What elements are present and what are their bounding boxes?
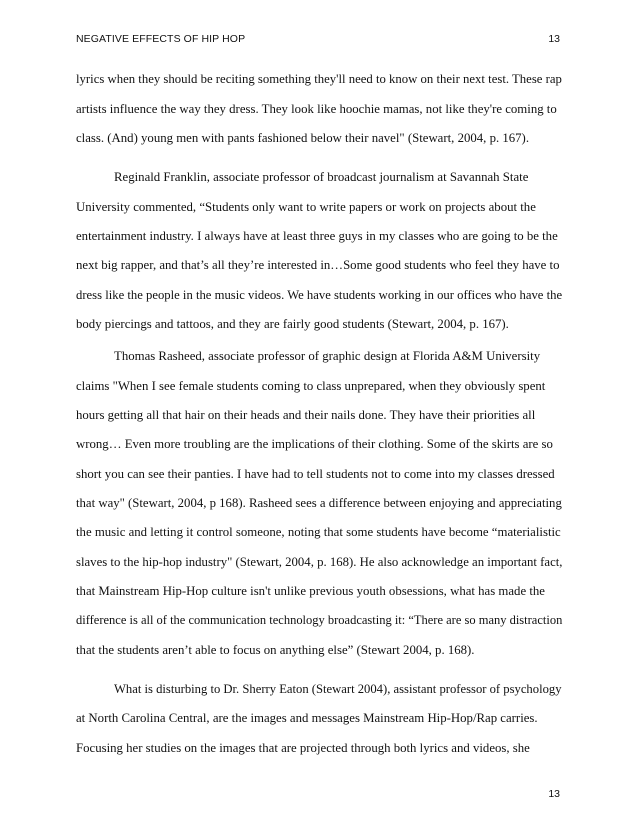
text-line: body piercings and tattoos, and they are fairly good students (Stewart, 2004, p. 167). bbox=[76, 317, 509, 331]
text-line: class. (And) young men with pants fashioned below their navel" (Stewart, 2004, p. 167). bbox=[76, 131, 530, 145]
text-line: lyrics when they should be reciting something they'll need to know on their next test. These rap bbox=[76, 72, 562, 86]
footer-page-number: 13 bbox=[548, 788, 560, 800]
text-line: hours getting all that hair on their heads and their nails done. They have their priorities all bbox=[76, 408, 536, 422]
text-line: dress like the people in the music videos. We have students working in our offices who have the bbox=[76, 288, 563, 302]
paragraph-first-line: Thomas Rasheed, associate professor of graphic design at Florida A&M University bbox=[114, 349, 541, 363]
text-line: Focusing her studies on the images that are projected through both lyrics and videos, she bbox=[76, 741, 530, 755]
text-line: short you can see their panties. I have had to tell students not to come into my classes dressed bbox=[76, 467, 555, 481]
paragraph-first-line: What is disturbing to Dr. Sherry Eaton (Stewart 2004), assistant professor of psychology bbox=[114, 682, 562, 696]
text-line: the music and letting it control someone, noting that some students have become “materialistic bbox=[76, 525, 561, 539]
text-line: next big rapper, and that’s all they’re interested in…Some good students who feel they have to bbox=[76, 258, 560, 272]
text-line: slaves to the hip-hop industry" (Stewart, 2004, p. 168). He also acknowledge an important fact, bbox=[76, 555, 563, 569]
text-line: that way" (Stewart, 2004, p 168). Rasheed sees a difference between enjoying and appreciating bbox=[76, 496, 562, 510]
text-line: University commented, “Students only want to write papers or work on projects about the bbox=[76, 200, 536, 214]
text-line: difference is all of the communication technology broadcasting it: “There are so many distraction bbox=[76, 613, 563, 627]
text-line: that Mainstream Hip-Hop culture isn't unlike previous youth obsessions, what has made the bbox=[76, 584, 545, 598]
text-line: artists influence the way they dress. They look like hoochie mamas, not like they're coming to bbox=[76, 102, 557, 116]
text-line: that the students aren’t able to focus on anything else” (Stewart 2004, p. 168). bbox=[76, 643, 475, 657]
text-line: entertainment industry. I always have at least three guys in my classes who are going to be the bbox=[76, 229, 558, 243]
running-head: NEGATIVE EFFECTS OF HIP HOP bbox=[76, 33, 246, 45]
text-line: at North Carolina Central, are the images and messages Mainstream Hip-Hop/Rap carries. bbox=[76, 711, 538, 725]
paragraph-first-line: Reginald Franklin, associate professor of broadcast journalism at Savannah State bbox=[114, 170, 529, 184]
text-line: wrong… Even more troubling are the implications of their clothing. Some of the skirts are so bbox=[76, 437, 553, 451]
header-page-number: 13 bbox=[548, 33, 560, 45]
text-line: claims "When I see female students coming to class unprepared, when they obviously spent bbox=[76, 379, 546, 393]
